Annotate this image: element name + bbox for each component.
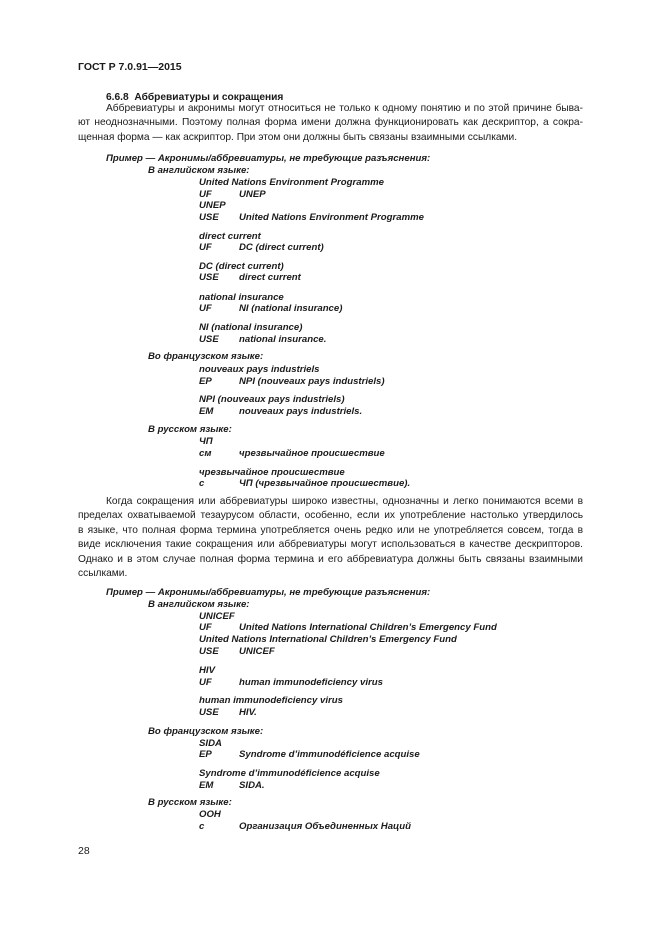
relation-code: USE — [199, 707, 219, 718]
term: SIDA — [199, 738, 222, 749]
term: United Nations International Children’s Emergency Fund — [199, 634, 457, 645]
term: HIV — [199, 665, 215, 676]
section-title: Аббревиатуры и сокращения — [134, 92, 284, 103]
language-label: В английском языке: — [148, 599, 250, 610]
term: UNICEF — [239, 646, 275, 657]
term: direct current — [239, 272, 301, 283]
paragraph-line: в языке, что полная форма термина употребляется очень редко или не употребляется совсем, тогда в — [78, 524, 583, 536]
relation-code: USE — [199, 272, 219, 283]
relation-code: EM — [199, 406, 214, 417]
relation-code: UF — [199, 242, 212, 253]
paragraph-line: пределах охватываемой тезаурусом области, особенно, если их употребление настолько утвердилось — [78, 510, 583, 522]
term: UNEP — [239, 189, 266, 200]
paragraph-line: щенная форма — как аскриптор. При этом они должны быть связаны взаимными ссылками. — [78, 131, 518, 143]
language-label: Во французском языке: — [148, 351, 264, 362]
relation-code: UF — [199, 189, 212, 200]
term: NI (national insurance) — [239, 303, 343, 314]
term: ЧП — [199, 436, 213, 447]
term: DC (direct current) — [239, 242, 324, 253]
term: ЧП (чрезвычайное происшествие). — [239, 478, 411, 489]
language-label: В английском языке: — [148, 165, 250, 176]
term: Организация Объединенных Наций — [239, 821, 411, 832]
relation-code: UF — [199, 677, 212, 688]
term: human immunodeficiency virus — [199, 695, 343, 706]
paragraph-line: ют неоднозначными. Поэтому полная форма имени должна функционировать как дескриптор, а сокра- — [78, 117, 583, 129]
paragraph-line: ссылками. — [78, 568, 128, 580]
paragraph-1 — [78, 102, 583, 145]
example-intro: Пример — Акронимы/аббревиатуры, не требующие разъяснения: — [106, 587, 431, 598]
term: ООН — [199, 809, 221, 820]
term: HIV. — [239, 707, 257, 718]
term: NI (national insurance) — [199, 322, 303, 333]
term: UNICEF — [199, 611, 235, 622]
paragraph-line: виде исключения такие сокращения или аббревиатуры могут использоваться в качестве дескрипторов. — [78, 539, 583, 551]
relation-code: см — [199, 448, 212, 459]
relation-code: UF — [199, 622, 212, 633]
paragraph-line: Однако и в этом случае полная форма термина и его аббревиатура должны быть связаны взаимными — [78, 553, 583, 565]
language-label: В русском языке: — [148, 797, 232, 808]
term: Syndrome d’immunodéficience acquise — [199, 768, 380, 779]
term: DC (direct current) — [199, 261, 284, 272]
term: NPI (nouveaux pays industriels) — [199, 394, 345, 405]
paragraph-2 — [78, 495, 583, 581]
relation-code: с — [199, 478, 205, 489]
example-intro: Пример — Акронимы/аббревиатуры, не требующие разъяснения: — [106, 153, 431, 164]
term: national insurance — [199, 292, 284, 303]
term: чрезвычайное происшествие — [239, 448, 385, 459]
page-number: 28 — [78, 845, 90, 857]
term: United Nations International Children’s Emergency Fund — [239, 622, 497, 633]
term: nouveaux pays industriels — [199, 364, 320, 375]
relation-code: с — [199, 821, 205, 832]
term: SIDA. — [239, 780, 265, 791]
term: human immunodeficiency virus — [239, 677, 383, 688]
relation-code: USE — [199, 646, 219, 657]
term: United Nations Environment Programme — [239, 212, 424, 223]
relation-code: UF — [199, 303, 212, 314]
relation-code: EM — [199, 780, 214, 791]
term: чрезвычайное происшествие — [199, 467, 345, 478]
paragraph-line: Аббревиатуры и акронимы могут относиться не только к одному понятию и по этой причине быва- — [106, 103, 583, 114]
term: national insurance. — [239, 334, 327, 345]
document-header: ГОСТ Р 7.0.91—2015 — [78, 61, 182, 73]
language-label: В русском языке: — [148, 424, 232, 435]
paragraph-line: Когда сокращения или аббревиатуры широко известны, однозначны и легко понимаются всеми в — [106, 496, 583, 507]
term: nouveaux pays industriels. — [239, 406, 363, 417]
relation-code: USE — [199, 212, 219, 223]
relation-code: USE — [199, 334, 219, 345]
term: UNEP — [199, 200, 226, 211]
section-number: 6.6.8 — [106, 92, 129, 103]
term: direct current — [199, 231, 261, 242]
language-label: Во французском языке: — [148, 726, 264, 737]
term: NPI (nouveaux pays industriels) — [239, 376, 385, 387]
term: Syndrome d’immunodéficience acquise — [239, 749, 420, 760]
term: United Nations Environment Programme — [199, 177, 384, 188]
relation-code: EP — [199, 749, 212, 760]
relation-code: EP — [199, 376, 212, 387]
